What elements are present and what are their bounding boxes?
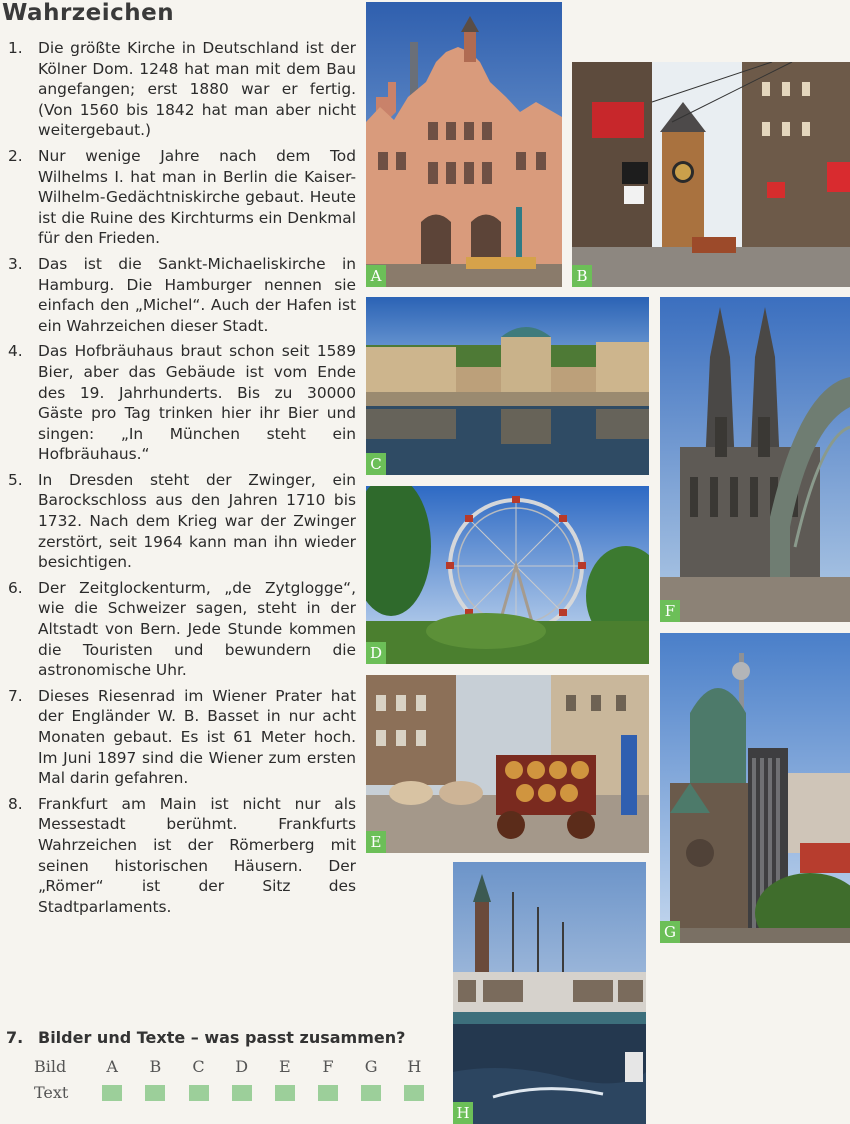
photo-e-oktoberfest: [366, 675, 649, 853]
item-number: 5.: [8, 470, 23, 489]
photo-h-michel: [453, 862, 646, 1124]
photo-label-c: C: [366, 453, 386, 475]
answer-box[interactable]: [361, 1085, 381, 1101]
photo-label-b: B: [572, 265, 592, 287]
text-row: [6, 1079, 436, 1105]
item-text: Die größte Kirche in Deutschland ist der Kölner Dom. 1248 hat man mit dem Bau angefangen; erst 1880 war er fertig. (Von 1560 bis 1842 hat man aber nicht weitergebaut.): [38, 39, 356, 140]
photo-label-g: G: [660, 921, 680, 943]
bild-letter: C: [192, 1056, 205, 1076]
photo-label-f: F: [660, 600, 680, 622]
item-text: Das ist die Sankt-Michaeliskirche in Hamburg. Die Hamburger nennen sie einfach den „Michel“. Auch der Hafen ist ein Wahrzeichen dieser Stadt.: [38, 254, 356, 335]
bild-letter: G: [364, 1056, 378, 1076]
text-item: [0, 341, 360, 465]
item-number: 3.: [8, 254, 23, 273]
answer-box[interactable]: [404, 1085, 424, 1101]
bild-letter: D: [235, 1056, 249, 1076]
answer-box[interactable]: [189, 1085, 209, 1101]
item-text: Nur wenige Jahre nach dem Tod Wilhelms I. hat man in Berlin die Kaiser-Wilhelm-Gedächtniskirche gebaut. Heute ist die Ruine des Kirchturms ein Denkmal für den Frieden.: [38, 146, 356, 248]
task-title: Bilder und Texte – was passt zusammen?: [38, 1028, 406, 1047]
photo-g-gedaechtniskirche: [660, 633, 850, 943]
task-number: 7.: [6, 1028, 24, 1047]
photo-label-a: A: [366, 265, 386, 287]
text-item: [0, 794, 360, 918]
page-title: Wahrzeichen: [2, 0, 175, 26]
item-text: Der Zeitglockenturm, „de Zytglogge“, wie die Schweizer sagen, steht in der Altstadt von Bern. Jede Stunde kommen die Touristen und bewundern die astronomische Uhr.: [38, 578, 356, 680]
matching-task: [6, 1028, 436, 1105]
answer-box[interactable]: [145, 1085, 165, 1101]
task-heading: [6, 1028, 436, 1047]
bild-letter: H: [407, 1056, 422, 1076]
item-number: 2.: [8, 146, 23, 165]
photo-a-roemer: [366, 2, 562, 287]
photo-d-riesenrad: [366, 486, 649, 664]
item-text: In Dresden steht der Zwinger, ein Barockschloss aus den Jahren 1710 bis 1732. Nach dem Krieg war der Zwinger zerstört, seit 1964 kann man ihn wieder besichtigen.: [38, 470, 356, 572]
answer-box[interactable]: [318, 1085, 338, 1101]
photo-label-e: E: [366, 831, 386, 853]
text-list: [0, 38, 360, 922]
text-item: [0, 254, 360, 336]
bild-row-label: Bild: [34, 1056, 67, 1076]
answer-box[interactable]: [232, 1085, 252, 1101]
text-item: [0, 578, 360, 681]
bild-row: [6, 1053, 436, 1079]
bild-letter: A: [106, 1056, 118, 1076]
answer-box[interactable]: [275, 1085, 295, 1101]
text-row-label: Text: [34, 1082, 69, 1102]
item-number: 8.: [8, 794, 23, 813]
photo-label-h: H: [453, 1102, 473, 1124]
text-item: [0, 686, 360, 789]
text-item: [0, 470, 360, 573]
item-number: 6.: [8, 578, 23, 597]
item-number: 1.: [8, 39, 23, 57]
bild-letter: E: [279, 1056, 291, 1076]
item-text: Das Hofbräuhaus braut schon seit 1589 Bier, aber das Gebäude ist vom Ende des 19. Jahrhunderts. Bis zu 30000 Gäste pro Tag trinken hier ihr Bier und singen: „In München steht ein Hofbräuhaus.“: [38, 342, 356, 464]
photo-c-zwinger: [366, 297, 649, 475]
photo-label-d: D: [366, 642, 386, 664]
bild-letter: B: [149, 1056, 162, 1076]
text-item: [0, 146, 360, 249]
item-number: 4.: [8, 342, 23, 361]
photo-f-koelner-dom: [660, 297, 850, 622]
item-text: Dieses Riesenrad im Wiener Prater hat der Engländer W. B. Basset in nur acht Monaten gebaut. Es ist 61 Meter hoch. Im Juni 1897 sind die Wiener zum ersten Mal darin gefahren.: [38, 686, 356, 788]
photo-b-zytglogge: [572, 62, 850, 287]
answer-box[interactable]: [102, 1085, 122, 1101]
answer-grid: [6, 1053, 436, 1105]
item-number: 7.: [8, 686, 23, 705]
item-text: Frankfurt am Main ist nicht nur als Messestadt berühmt. Frankfurts Wahrzeichen ist der Römerberg mit seinen historischen Häusern. Der „Römer“ ist der Sitz des Stadtparlaments.: [38, 794, 356, 916]
bild-letter: F: [322, 1056, 334, 1076]
text-item: [0, 38, 360, 141]
